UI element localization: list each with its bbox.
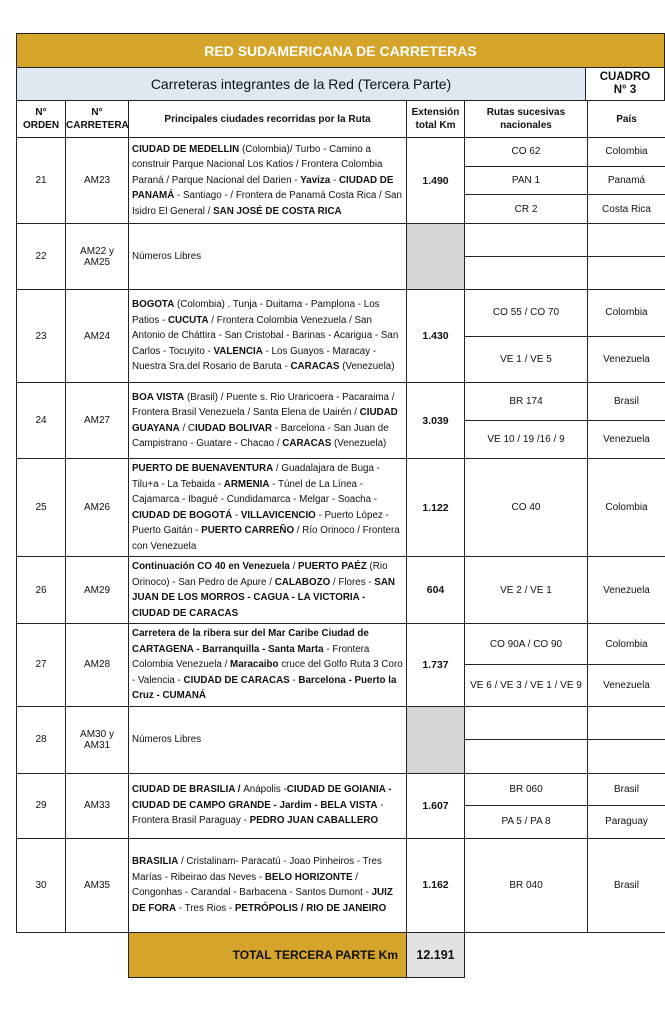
pais-cell <box>588 838 665 932</box>
extension-cell: 1.737 <box>407 624 465 707</box>
pais-name: Venezuela <box>588 336 665 383</box>
carretera-cell <box>66 838 129 932</box>
total-label: TOTAL TERCERA PARTE Km <box>129 932 407 977</box>
city-highlight: CALABOZO <box>274 576 331 588</box>
ruta-nacional: PA 5 / PA 8 <box>465 805 587 838</box>
carretera-code: AM23 <box>83 175 111 186</box>
table-row <box>17 838 665 932</box>
city-highlight: PUERTO DE BUENAVENTURA <box>132 463 274 474</box>
extension-cell <box>407 224 465 290</box>
city-text: - Santiago - / Frontera de Panamá Costa Rica / San Isidro El General / <box>132 190 402 217</box>
carretera-cell <box>66 224 129 290</box>
pais-name: Colombia <box>605 502 648 513</box>
pais-cell <box>588 706 665 773</box>
pais-name <box>588 707 665 740</box>
orden-cell: 22 <box>17 224 66 290</box>
ruta-cell <box>465 224 588 290</box>
table-row <box>17 383 665 459</box>
city-highlight: PETRÓPOLIS / RIO DE JANEIRO <box>234 902 387 914</box>
city-highlight: CIUDAD DE CARACAS <box>183 674 290 686</box>
city-text: - Puerto López - Puerto Gaitán - <box>132 509 389 536</box>
ruta-nacional: BR 060 <box>509 783 543 795</box>
city-text: Anápolis - <box>243 784 287 796</box>
ruta-nacional: BR 040 <box>509 879 543 891</box>
extension-cell: 604 <box>407 557 465 624</box>
cities-cell <box>129 706 407 773</box>
city-text: / Guadalajara de Buga - Tilu+a - La Tebaida - <box>132 463 380 490</box>
city-text: - Barcelona - San Juan de Campistrano - Guatare - Chacao / <box>132 422 389 449</box>
carretera-code: AM35 <box>83 879 111 891</box>
city-text: - Túnel de La Línea - Cajamarca - Ibagué - Cundidamarca - Melgar - Soacha - <box>132 478 378 505</box>
route-table-sheet <box>16 33 665 978</box>
pais-name: Costa Rica <box>588 194 665 223</box>
table-subtitle: Carreteras integrantes de la Red (Tercera Parte) <box>17 68 586 100</box>
cities-cell <box>129 224 407 290</box>
ruta-nacional: CO 40 <box>511 502 541 513</box>
pais-name: Colombia <box>605 146 648 158</box>
city-text: - <box>289 674 299 686</box>
city-highlight: Continuación CO 40 en Venezuela <box>132 561 290 572</box>
table-body <box>17 138 665 933</box>
city-text: / Congonhas - Carandal - Barbacena - Santos Dumont - <box>132 871 372 898</box>
extension-cell: 3.039 <box>407 383 465 459</box>
city-highlight: PUERTO CARREÑO <box>201 525 295 536</box>
ruta-nacional: VE 2 / VE 1 <box>500 584 552 596</box>
ruta-cell <box>465 459 588 557</box>
city-highlight: CUCUTA <box>167 314 209 326</box>
city-highlight: CIUDAD DE BRASILIA / <box>132 784 244 796</box>
carretera-cell <box>66 706 129 773</box>
city-highlight: Barranquilla - Santa Marta <box>202 643 324 655</box>
cities-cell <box>129 624 407 707</box>
table-row <box>17 773 665 838</box>
pais-name: Panamá <box>588 166 665 195</box>
table-row <box>17 624 665 707</box>
pais-name: Brasil <box>613 879 639 891</box>
city-text: - Frontera Brasil Paraguay - <box>132 799 384 827</box>
carretera-code: AM27 <box>83 415 111 426</box>
pais-name: Venezuela <box>588 420 665 458</box>
ruta-nacional: PAN 1 <box>465 166 587 195</box>
city-text: / Flores - <box>330 576 375 588</box>
city-highlight: Ciudad de CARTAGENA - <box>132 628 369 655</box>
carretera-cell <box>66 557 129 624</box>
city-text: (Venezuela) <box>331 438 387 449</box>
pais-name <box>588 739 665 773</box>
orden-cell: 23 <box>17 290 66 383</box>
pais-name <box>588 224 665 256</box>
city-text: (Rio Orinoco) - San Pedro de Apure / <box>132 561 388 588</box>
header-rutas: Rutas sucesivas nacionales <box>465 101 588 138</box>
ruta-cell <box>465 773 588 838</box>
ruta-nacional: CR 2 <box>465 194 587 223</box>
extension-cell: 1.490 <box>407 138 465 224</box>
ruta-nacional: VE 10 / 19 /16 / 9 <box>465 420 587 458</box>
orden-cell: 28 <box>17 706 66 773</box>
carretera-cell <box>66 459 129 557</box>
cities-cell <box>129 773 407 838</box>
table-row <box>17 138 665 224</box>
city-text: Números Libres <box>132 733 202 745</box>
city-highlight: VALENCIA <box>213 345 263 357</box>
ruta-nacional: CO 90A / CO 90 <box>489 638 563 650</box>
city-text: / <box>289 561 299 572</box>
city-highlight: BOGOTA <box>132 299 175 311</box>
city-text: / Río Orinoco / Frontera con Venezuela <box>132 525 400 552</box>
extension-cell: 1.430 <box>407 290 465 383</box>
carretera-cell <box>66 138 129 224</box>
carretera-code: AM30 y <box>80 728 114 740</box>
ruta-nacional <box>465 224 587 256</box>
city-highlight: Barcelona - Puerto la Cruz - CUMANÁ <box>132 674 397 701</box>
city-highlight: BRASILIA <box>132 856 179 867</box>
orden-cell: 26 <box>17 557 66 624</box>
pais-cell <box>588 224 665 290</box>
pais-name: Colombia <box>605 307 648 319</box>
city-text: / Frontera Colombia Venezuela / San Antonio de Cháttira - San Cristobal - Barinas - Acarigua - San Carlos - Tocuyito - <box>132 314 399 357</box>
carretera-cell <box>66 290 129 383</box>
ruta-cell <box>465 624 588 707</box>
header-pais: País <box>588 101 665 138</box>
pais-cell <box>588 459 665 557</box>
cities-cell <box>129 290 407 383</box>
cities-cell <box>129 383 407 459</box>
cities-cell <box>129 838 407 932</box>
pais-cell <box>588 624 665 707</box>
carretera-cell <box>66 773 129 838</box>
ruta-nacional: CO 55 / CO 70 <box>492 307 560 319</box>
ruta-cell <box>465 706 588 773</box>
subtitle-row <box>16 67 665 100</box>
city-highlight: PEDRO JUAN CABALLERO <box>249 815 379 827</box>
city-highlight: SAN JUAN DE LOS MORROS - CAGUA - LA VICTORIA - CIUDAD DE CARACAS <box>132 576 395 619</box>
pais-cell <box>588 383 665 459</box>
city-highlight: CARACAS <box>282 438 332 449</box>
ruta-nacional <box>465 739 587 773</box>
total-row <box>17 932 665 977</box>
city-text: - Tres Rios - <box>176 902 235 914</box>
ruta-nacional: BR 174 <box>509 396 543 407</box>
pais-name: Venezuela <box>588 664 665 705</box>
city-highlight: Yaviza <box>300 174 331 186</box>
cities-cell <box>129 557 407 624</box>
cuadro-label <box>586 68 664 100</box>
pais-name: Paraguay <box>588 805 665 838</box>
table-title: RED SUDAMERICANA DE CARRETERAS <box>16 33 665 67</box>
routes-table <box>16 100 665 978</box>
pais-cell <box>588 557 665 624</box>
city-text: (Brasil) / Puente s. Rio Uraricoera - Pacaraima / Frontera Brasil Venezuela / Santa Elena de Uairén / <box>132 391 395 418</box>
city-highlight: BOA VISTA <box>132 391 185 403</box>
pais-name: Brasil <box>613 783 639 795</box>
city-text: - Los Guayos - Maracay - Nuestra Sra.del Rosario de Baruta - <box>132 345 377 373</box>
carretera-cell <box>66 383 129 459</box>
ruta-nacional <box>465 707 587 740</box>
carretera-code: AM24 <box>83 330 111 342</box>
header-row <box>17 101 665 138</box>
orden-cell: 29 <box>17 773 66 838</box>
header-extension: Extensión total Km <box>407 101 465 138</box>
cities-cell <box>129 459 407 557</box>
city-highlight: CIUDAD DE MEDELLIN <box>132 143 240 155</box>
city-highlight: CARACAS <box>290 361 340 373</box>
city-text: (Colombia)/ Turbo - Camino a construir Parque Nacional Los Katios / Frontera Colombia Paraná / Parque Nacional del Darien - <box>132 143 383 186</box>
city-highlight: CIUDAD GUAYANA <box>132 407 398 434</box>
table-row <box>17 224 665 290</box>
city-highlight: ARMENIA <box>223 478 270 490</box>
city-highlight: CIUDAD DE BOGOTÁ <box>132 509 233 521</box>
carretera-code: AM25 <box>83 256 111 268</box>
extension-cell: 1.162 <box>407 838 465 932</box>
pais-cell <box>588 773 665 838</box>
carretera-code: AM22 y <box>80 245 114 257</box>
city-highlight: SAN JOSÉ DE COSTA RICA <box>213 205 342 217</box>
city-highlight: Carretera de la ribera sur del Mar Caribe <box>132 628 319 639</box>
cuadro-line2: N° 3 <box>613 84 637 96</box>
table-row <box>17 557 665 624</box>
city-text: - Frontera Colombia Venezuela / <box>132 643 370 670</box>
city-highlight: JUIZ DE FORA <box>132 887 393 914</box>
ruta-cell <box>465 557 588 624</box>
ruta-cell <box>465 138 588 224</box>
extension-cell: 1.122 <box>407 459 465 557</box>
header-orden: N° ORDEN <box>17 101 66 138</box>
ruta-nacional: CO 62 <box>511 146 541 158</box>
ruta-cell <box>465 290 588 383</box>
city-text: Números Libres <box>132 250 202 262</box>
orden-cell: 30 <box>17 838 66 932</box>
city-text: / C <box>179 422 195 434</box>
pais-cell <box>588 290 665 383</box>
pais-name: Venezuela <box>603 584 650 596</box>
orden-cell: 25 <box>17 459 66 557</box>
cities-cell <box>129 138 407 224</box>
city-text: - <box>232 509 241 521</box>
city-highlight: VILLAVICENCIO <box>240 509 316 521</box>
ruta-cell <box>465 838 588 932</box>
total-value: 12.191 <box>407 932 465 977</box>
city-text: (Venezuela) <box>339 361 395 373</box>
header-ciudades: Principales ciudades recorridas por la Ruta <box>129 101 407 138</box>
table-row <box>17 459 665 557</box>
ruta-nacional <box>465 256 587 289</box>
cuadro-line1: CUADRO <box>599 71 651 83</box>
carretera-cell <box>66 624 129 707</box>
table-row <box>17 290 665 383</box>
carretera-code: AM31 <box>83 739 111 751</box>
city-highlight: CIUDAD DE GOIANIA - CIUDAD DE CAMPO GRANDE - Jardim - BELA VISTA <box>132 784 392 811</box>
carretera-code: AM33 <box>83 800 111 811</box>
orden-cell: 24 <box>17 383 66 459</box>
carretera-code: AM29 <box>83 584 111 596</box>
city-highlight: CIUDAD DE PANAMÁ <box>132 174 394 202</box>
orden-cell: 21 <box>17 138 66 224</box>
pais-name: Colombia <box>605 638 648 650</box>
pais-name: Brasil <box>613 396 639 407</box>
city-text: - <box>330 174 339 186</box>
carretera-code: AM26 <box>83 502 111 513</box>
city-text: / Cristalinam- Paracatú - Joao Pinheiros - Tres Marías - Ribeirao das Neves - <box>132 856 382 883</box>
table-row <box>17 706 665 773</box>
city-highlight: BELO HORIZONTE <box>264 871 353 883</box>
header-carretera: N° CARRETERA <box>66 101 129 138</box>
city-highlight: IUDAD BOLIVAR <box>194 422 273 434</box>
city-highlight: Maracaibo <box>230 659 279 670</box>
pais-cell <box>588 138 665 224</box>
city-highlight: PUERTO PAÉZ <box>298 561 367 572</box>
ruta-nacional: VE 6 / VE 3 / VE 1 / VE 9 <box>465 664 587 705</box>
extension-cell: 1.607 <box>407 773 465 838</box>
pais-name <box>588 256 665 289</box>
ruta-nacional: VE 1 / VE 5 <box>465 336 587 383</box>
extension-cell <box>407 706 465 773</box>
city-text: cruce del Golfo Ruta 3 Coro - Valencia - <box>132 659 403 686</box>
ruta-cell <box>465 383 588 459</box>
carretera-code: AM28 <box>83 659 111 671</box>
city-text: (Colombia) . Tunja - Duitama - Pamplona - Los Patios - <box>132 299 380 326</box>
orden-cell: 27 <box>17 624 66 707</box>
